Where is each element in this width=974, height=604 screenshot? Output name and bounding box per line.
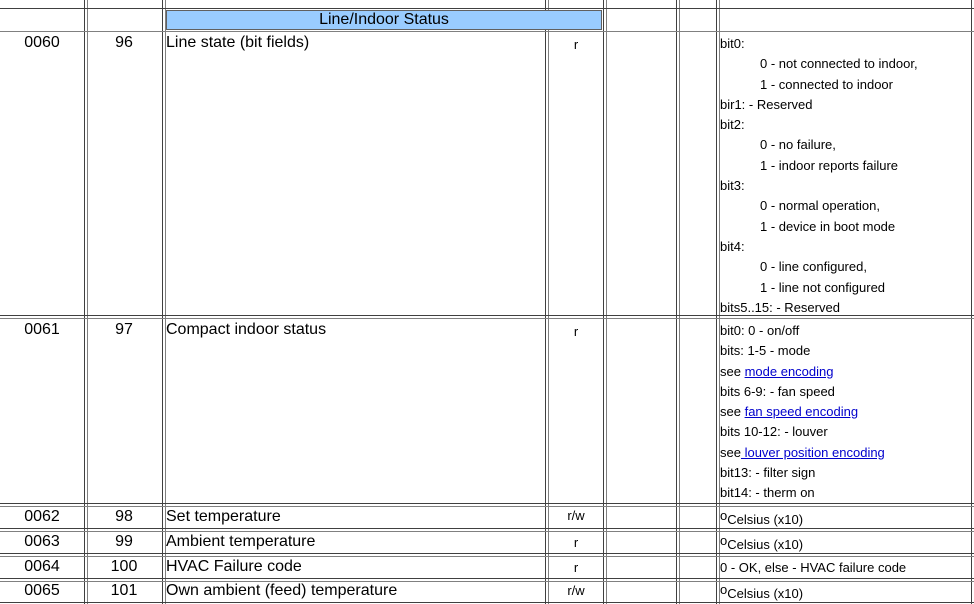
register-dec: 98: [115, 508, 133, 525]
degree-sup: o: [720, 533, 728, 548]
register-hex: 0063: [24, 533, 60, 550]
degree-sup: o: [720, 508, 728, 523]
desc-line: 0 - line configured,: [760, 259, 867, 275]
desc-line: bit3:: [720, 178, 745, 194]
desc-line: 0 - no failure,: [760, 137, 836, 153]
column-divider: [548, 0, 549, 604]
desc-line: 1 - indoor reports failure: [760, 157, 899, 173]
register-description: [720, 582, 972, 601]
desc-line: 1 - connected to indoor: [760, 76, 893, 92]
louver-position-encoding-link[interactable]: louver position encoding: [740, 444, 885, 460]
register-description: [720, 508, 972, 527]
register-access: r: [573, 37, 579, 52]
desc-line: 0 - normal operation,: [760, 198, 880, 214]
desc-line: bits5..15: - Reserved: [720, 299, 840, 315]
desc-line: bits 10-12: - louver: [720, 424, 828, 440]
row-divider: [0, 31, 974, 32]
row-divider: [0, 578, 974, 579]
register-access: r/w: [567, 583, 585, 598]
desc-line: bit14: - therm on: [720, 485, 815, 501]
desc-text: Celsius (x10): [727, 586, 804, 601]
desc-line: 0 - not connected to indoor,: [760, 56, 918, 72]
register-description: [720, 533, 972, 552]
register-hex: 0061: [24, 321, 60, 338]
desc-text: Celsius (x10): [727, 512, 804, 527]
desc-line: [720, 362, 972, 382]
desc-line: bit13: - filter sign: [720, 465, 816, 481]
row-divider: [0, 528, 974, 529]
register-name: Own ambient (feed) temperature: [166, 582, 398, 599]
row-divider: [0, 531, 974, 532]
register-dec: 99: [115, 533, 133, 550]
register-description: [720, 34, 972, 318]
desc-text: Celsius (x10): [727, 537, 804, 552]
register-name: Ambient temperature: [166, 533, 316, 550]
desc-line: [720, 443, 972, 463]
desc-line: 1 - device in boot mode: [760, 218, 896, 234]
register-dec: 101: [110, 582, 138, 599]
desc-line: bit0: 0 - on/off: [720, 323, 800, 338]
register-description: 0 - OK, else - HVAC failure code: [720, 560, 907, 575]
row-divider: [0, 8, 974, 9]
mode-encoding-link[interactable]: mode encoding: [744, 363, 834, 379]
desc-line: bits: 1-5 - mode: [720, 343, 811, 359]
desc-line: bit2:: [720, 117, 745, 133]
desc-prefix: see: [720, 363, 745, 379]
row-divider: [0, 506, 974, 507]
section-header: Line/Indoor Status: [166, 10, 602, 30]
register-hex: 0062: [24, 508, 60, 525]
register-name: Compact indoor status: [166, 321, 327, 338]
row-divider: [0, 556, 974, 557]
row-divider: [0, 602, 974, 603]
register-access: r/w: [567, 508, 585, 523]
register-hex: 0060: [24, 34, 60, 51]
desc-line: bit0:: [720, 36, 745, 51]
desc-line: bit4:: [720, 238, 745, 254]
register-name: Line state (bit fields): [166, 34, 310, 51]
desc-line: 1 - line not configured: [760, 279, 886, 295]
register-dec: 100: [110, 558, 138, 575]
fan-speed-encoding-link[interactable]: fan speed encoding: [744, 404, 859, 420]
column-divider: [603, 0, 604, 604]
register-name: HVAC Failure code: [166, 558, 302, 575]
column-divider: [606, 0, 607, 604]
desc-prefix: see: [720, 444, 741, 460]
register-access: r: [573, 324, 579, 339]
register-description: [720, 321, 972, 504]
column-divider: [84, 0, 85, 604]
desc-line: bits 6-9: - fan speed: [720, 383, 835, 399]
degree-sup: o: [720, 582, 728, 597]
column-divider: [679, 0, 680, 604]
register-hex: 0065: [24, 582, 60, 599]
register-access: r: [573, 560, 579, 575]
register-dec: 96: [115, 34, 133, 51]
column-divider: [545, 0, 546, 604]
desc-line: bir1: - Reserved: [720, 96, 813, 112]
register-hex: 0064: [24, 558, 60, 575]
column-divider: [716, 0, 717, 604]
desc-prefix: see: [720, 404, 745, 420]
row-divider: [0, 553, 974, 554]
column-divider: [162, 0, 163, 604]
register-access: r: [573, 535, 579, 550]
desc-line: [720, 402, 972, 422]
column-divider: [676, 0, 677, 604]
register-dec: 97: [115, 321, 133, 338]
register-name: Set temperature: [166, 508, 281, 525]
